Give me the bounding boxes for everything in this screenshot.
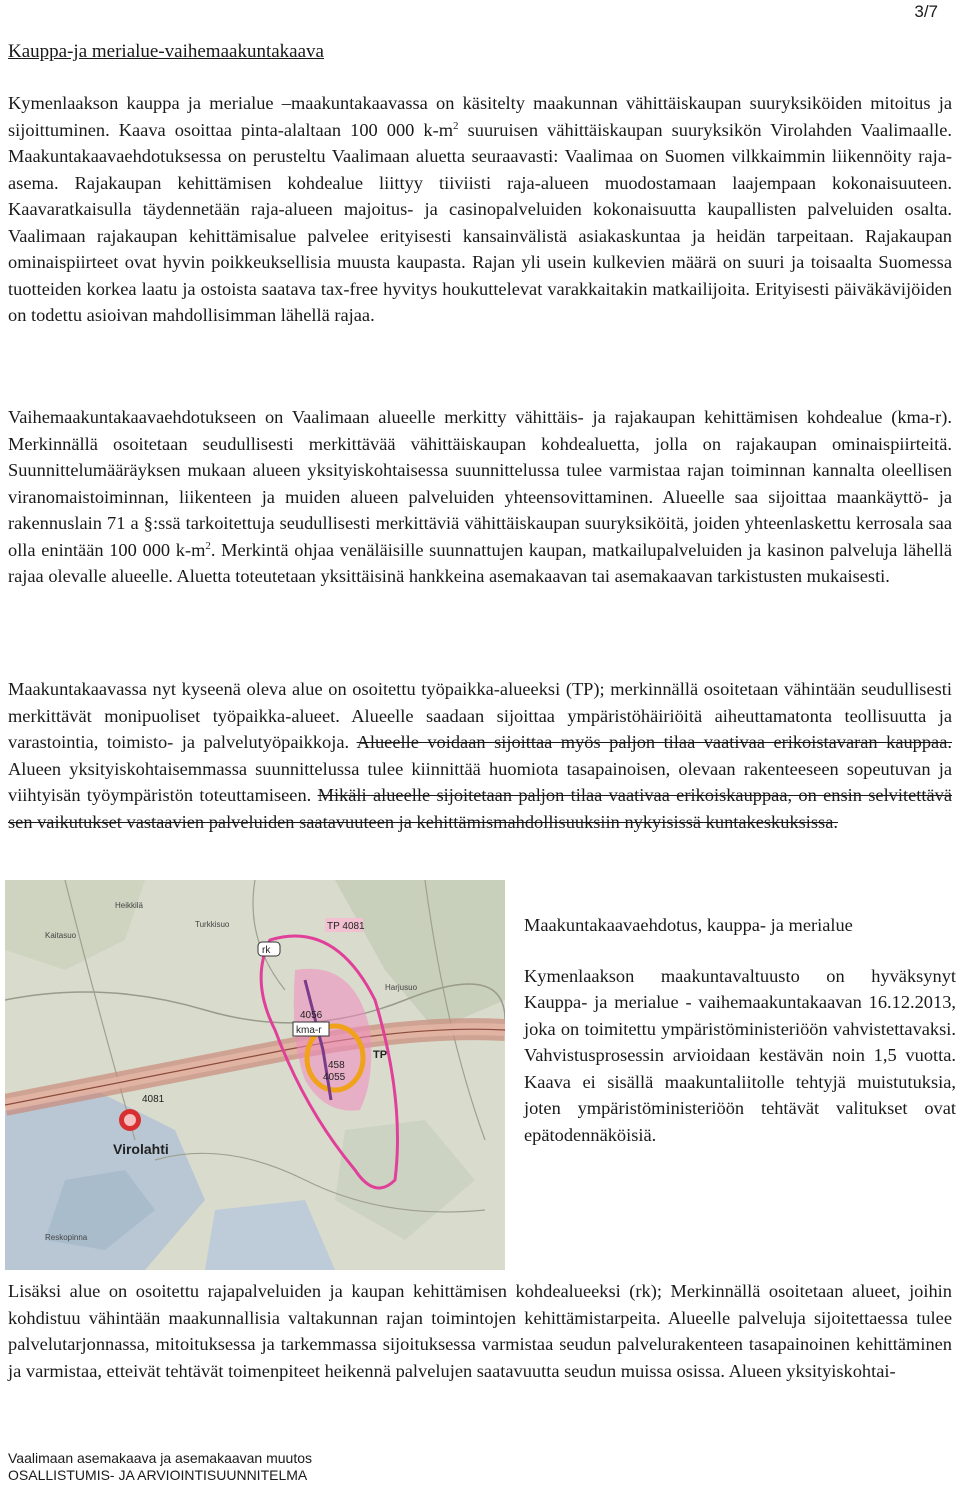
superscript-2: 2 [205, 539, 211, 552]
map-label-458: 458 [328, 1060, 345, 1071]
paragraph-3 [8, 676, 952, 835]
map-label-harjusuo: Harjusuo [385, 983, 418, 992]
paragraph-3-text-b: Alueen yksityiskohtaisemmassa suunnittelussa tulee kiinnittää huomiota tasapainoisen, olevaan rakenteeseen sopeutuvan ja viihtyisän työympäristön toteuttamiseen. [8, 758, 952, 805]
caption-title: Maakuntakaavaehdotus, kauppa- ja merialue [524, 915, 853, 935]
map-label-virolahti: Virolahti [113, 1141, 169, 1157]
map-caption [524, 912, 956, 1148]
paragraph-2 [8, 404, 952, 590]
paragraph-1-text-b: suuruisen vähittäiskaupan suuryksikön Virolahden Vaalimaalle. Maakuntakaavaehdotuksessa on perusteltu Vaalimaan aluetta seuraavasti: Vaalimaa on Suomen vilkkaimmin liikennöity raja-asema. Rajakaupan kehittämisen kohdealue liittyy tiiviisti raja-alueen muodostamaan laajempaan kokonaisuuteen. Kaavaratkaisulla täydennetään raja-alueen majoitus- ja casinopalveluiden kokonaisuutta kaupallisten palveluiden osalta. Vaalimaan rajakaupan kehittämisalue palvelee erityisesti kansainvälistä asiakaskuntaa ja heidän tarpeitaan. Rajakaupan ominaispiirteet ovat hyvin poikkeuksellisia muusta kaupasta. Rajan yli usein kulkevien määrä on suuri ja toisaalta Suomessa tuotteiden korkea laatu ja ostoista saatava tax-free hyvitys houkuttelevat varakkaitakin matkailijoita. Erityisesti päiväkävijöiden on todettu asioivan mahdollisimman lähellä rajaa. [8, 119, 953, 325]
map-label-rk: rk [262, 945, 271, 956]
map-label-4081: 4081 [142, 1094, 165, 1105]
map-label-kmar: kma-r [296, 1025, 322, 1036]
map-label-turkkisuo: Turkkisuo [195, 920, 230, 929]
superscript-2: 2 [453, 119, 459, 132]
section-title: Kauppa-ja merialue-vaihemaakuntakaava [8, 41, 324, 62]
map-label-heikkila: Heikkilä [115, 901, 144, 910]
struck-text-2: Mikäli alueelle sijoitetaan paljon tilaa vaativaa erikoiskauppaa, on ensin selvitettävä sen vaikutukset vastaavien palveluiden saatavuuteen ja kehittämismahdollisuuksiin nykyisissä kuntakeskuksissa. [8, 785, 952, 832]
plan-map-image [5, 880, 505, 1270]
paragraph-4: Lisäksi alue on osoitettu rajapalveluiden ja kaupan kehittämisen kohdealueeksi (rk); Merkinnällä osoitetaan alueet, joihin kohdistuu vähintään maakunnallisia valtakunnan rajan toimintojen kehittämistarpeita. Alueelle palveluja sijoitettaessa tulee palvelutarjonnassa, mitoituksessa ja tarkemmassa sijoituksessa varmistaa seudun palvelurakenteen tasapainoinen kehittäminen ja varmistaa, etteivät tehtävät toimenpiteet heikennä palvelujen saatavuutta seudun muissa osissa. Alueen yksityiskohtai- [8, 1281, 952, 1381]
paragraph-1 [8, 90, 952, 329]
footer-line-1: Vaalimaan asemakaava ja asemakaavan muutos [8, 1450, 313, 1466]
page-number: 3/7 [914, 2, 938, 21]
paragraph-3-text-a: Maakuntakaavassa nyt kyseenä oleva alue on osoitettu työpaikka-alueeksi (TP); merkinnällä osoitetaan vähintään seudullisesti merkittävät monipuoliset työpaikka-alueet. Alueelle saadaan sijoittaa ympäristöhäiriöitä aiheuttamatonta teollisuutta ja varastointia, toimisto- ja palvelutyöpaikkoja. [8, 679, 952, 752]
paragraph-2-text-a: Vaihemaakuntakaavaehdotukseen on Vaalimaan alueelle merkitty vähittäis- ja rajakaupan kehittämisen kohdealue (kma-r). Merkinnällä osoitetaan seudullisesti merkittävää vähittäiskaupan kohdealuetta, jolla on rajakaupan ominaispiirteitä. Suunnittelumääräyksen mukaan alueen yksityiskohtaisessa suunnittelussa tulee varmistaa rajan toiminnan kannalta oleellisen viranomaistoiminnan, liikenteen ja muiden alueen palveluiden yhteensovittaminen. Alueelle saa sijoittaa maankäyttö- ja rakennuslain 71 a §:ssä tarkoitettuja seudullisesti merkittäviä vähittäiskaupan suuryksiköitä, joiden yhteenlaskettu kerrosala saa olla enintään 100 000 k-m [8, 407, 952, 560]
page-footer [8, 1450, 312, 1484]
struck-text-1: Alueelle voidaan sijoittaa myös paljon tilaa vaativaa erikoistavaran kauppaa. [356, 732, 952, 752]
footer-line-2: OSALLISTUMIS- JA ARVIOINTISUUNNITELMA [8, 1467, 308, 1483]
caption-body: Kymenlaakson maakuntavaltuusto on hyväksynyt Kauppa- ja merialue - vaihemaakuntakaavan 16.12.2013, joka on toimitettu ympäristöministeriöön vahvistettavaksi. Vahvistusprosessin arvioidaan kestävän noin 1,5 vuotta. Kaava ei sisällä maakuntaliitolle tehtyjä muistutuksia, joten ympäristöministeriöön tehtävät valitukset ovat epätodennäköisiä. [524, 965, 956, 1145]
paragraph-2-text-b: . Merkintä ohjaa venäläisille suunnattujen kaupan, matkailupalveluiden ja kasinon palveluja lähellä rajaa olevalle alueelle. Aluetta toteutetaan yksittäisinä hankkeina asemakaavan tai asemakaavan tarkistusten mukaisesti. [8, 539, 952, 586]
paragraph-1-text-a: Kymenlaakson kauppa ja merialue –maakuntakaavassa on käsitelty maakunnan vähittäiskaupan suuryksiköiden mitoitus ja sijoittuminen. Kaava osoittaa pinta-alaltaan 100 000 k-m [8, 93, 952, 140]
map-label-tp: TP [373, 1049, 388, 1061]
map-label-kaitasuo: Kaitasuo [45, 931, 77, 940]
map-label-reskopinna: Reskopinna [45, 1233, 88, 1242]
map-label-4056: 4056 [300, 1010, 323, 1021]
map-label-tp4081: TP 4081 [327, 921, 365, 932]
map-label-4055: 4055 [323, 1072, 346, 1083]
